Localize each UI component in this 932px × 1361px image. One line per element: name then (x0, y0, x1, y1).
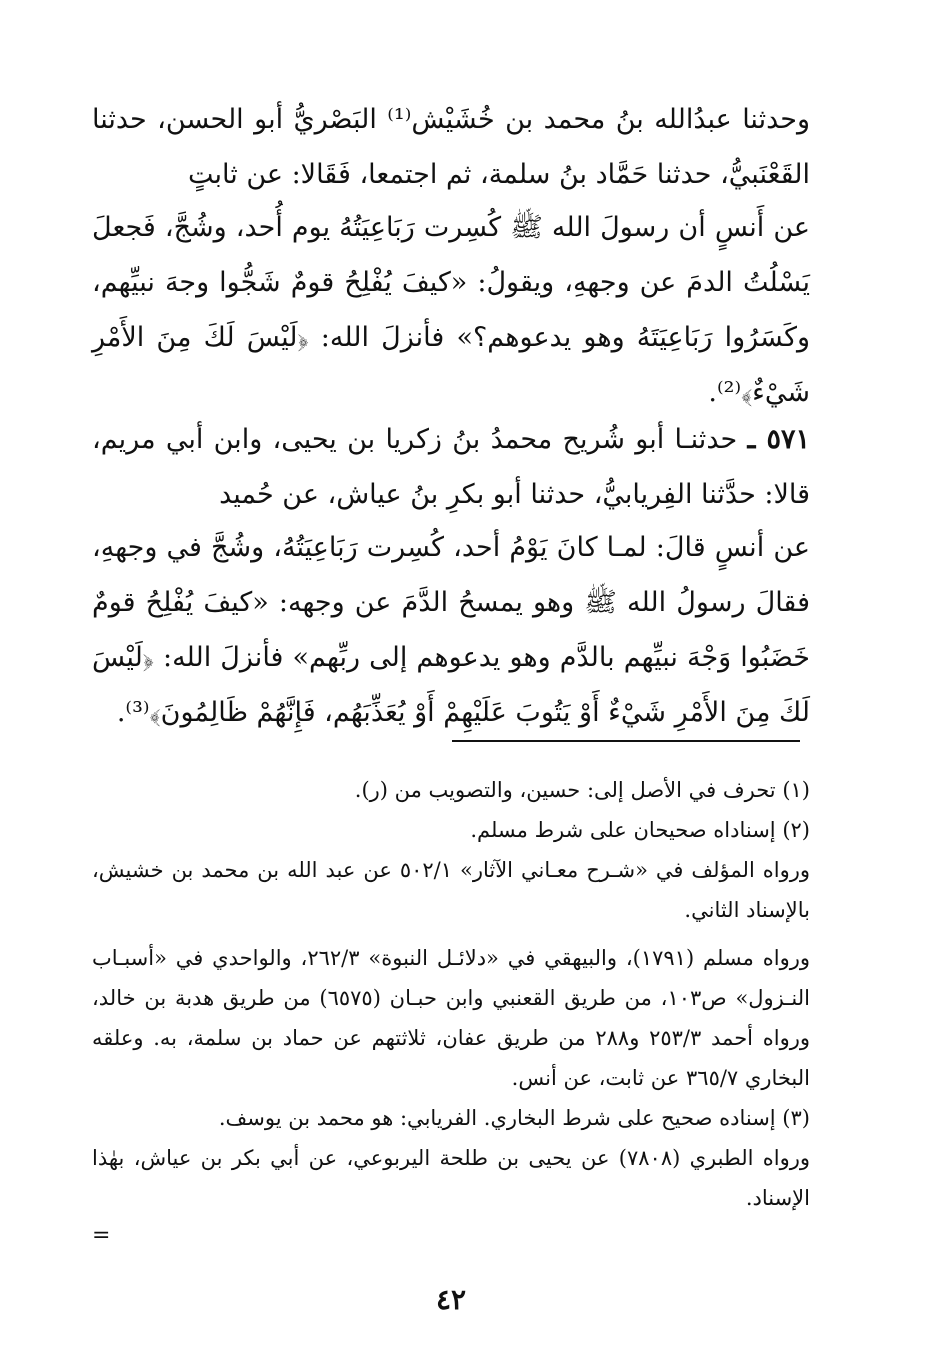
page-number: ٤٢ (435, 1283, 467, 1316)
footnote-1: (١) تحرف في الأصل إلى: حسين، والتصويب من (ر). (354, 778, 810, 802)
isnad-paragraph-1: وحدثنا عبدُالله بنُ محمد بن خُشَيْش⁽¹⁾ البَصْريُّ أبو الحسن، حدثنا القَعْنَبيُّ، حدثنا حَمَّاد بنُ سلمة، ثم اجتمعا، فَقَالا: عن ثابتٍ (92, 104, 810, 190)
matn-paragraph-1: عن أَنسٍ أن رسولَ الله ﷺ كُسِرت رَبَاعِيَتُهُ يوم أُحد، وشُجَّ، فَجعلَ يَسْلُتُ الدمَ عن وجههِ، ويقولُ: «كيفَ يُفْلِحُ قومٌ شَجُّوا وجهَ نبيِّهم، وكَسَرُوا رَبَاعِيَتَهُ وهو يدعوهم؟» فأنزلَ الله: ﴿لَيْسَ لَكَ مِنَ الأَمْرِ شَيْءٌ﴾⁽²⁾. (92, 212, 810, 408)
footnote-2-detail-1: ورواه المؤلف في «شـرح معـاني الآثار» ٥٠٢/١ عن عبد الله بن محمد بن خشيش، بالإسناد الثاني. (92, 858, 810, 922)
hadith-number: ٥٧١ ـ (747, 424, 810, 455)
book-page (92, 92, 810, 1342)
isnad-paragraph-2 (92, 412, 810, 522)
isnad-paragraph-2-text: حدثنـا أبو شُريح محمدُ بنُ زكريا بن يحيى، وابن أبي مريم، قالا: حدَّثنا الفِريابيُّ، حدثنا أبو بكرِ بنُ عياش، عن حُميد (92, 424, 810, 510)
footnote-2: (٢) إسناداه صحيحان على شرط مسلم. (470, 818, 810, 842)
matn-paragraph-2: عن أنسٍ قالَ: لمـا كانَ يَوْمُ أحد، كُسِرت رَبَاعِيَتُهُ، وشُجَّ في وجههِ، فقالَ رسولُ الله ﷺ وهو يمسحُ الدَّمَ عن وجهه: «كيفَ يُفْلِحُ قومٌ خَضَبُوا وَجْهَ نبيِّهم بالدَّم وهو يدعوهم إلى ربِّهم» فأنزلَ الله: ﴿لَيْسَ لَكَ مِنَ الأَمْرِ شَيْءٌ أَوْ يَتُوبَ عَلَيْهِمْ أَوْ يُعَذِّبَهُم، فَإِنَّهُمْ ظَالِمُونَ﴾⁽³⁾. (92, 532, 810, 728)
continuation-mark: = (92, 1223, 111, 1248)
footnotes-section (92, 770, 810, 1218)
footnote-2-detail-2: ورواه مسلم (١٧٩١)، والبيهقي في «دلائـل النبوة» ٢٦٢/٣، والواحدي في «أسبـاب النـزول» ص١٠٣، من طريق القعنبي وابن حبـان (٦٥٧٥) من طريق هدبة بن خالد، ورواه أحمد ٢٥٣/٣ و٢٨٨ من طريق عفان، ثلاثتهم عن حماد بن سلمة، به. وعلقه البخاري ٣٦٥/٧ عن ثابت، عن أنس. (92, 946, 810, 1090)
footnote-3: (٣) إسناده صحيح على شرط البخاري. الفريابي: هو محمد بن يوسف. (218, 1106, 810, 1130)
footnote-divider (452, 740, 800, 742)
footnote-3-detail: ورواه الطبري (٧٨٠٨) عن يحيى بن طلحة اليربوعي، عن أبي بكر بن عياش، بهٰذا الإسناد. (92, 1146, 811, 1210)
